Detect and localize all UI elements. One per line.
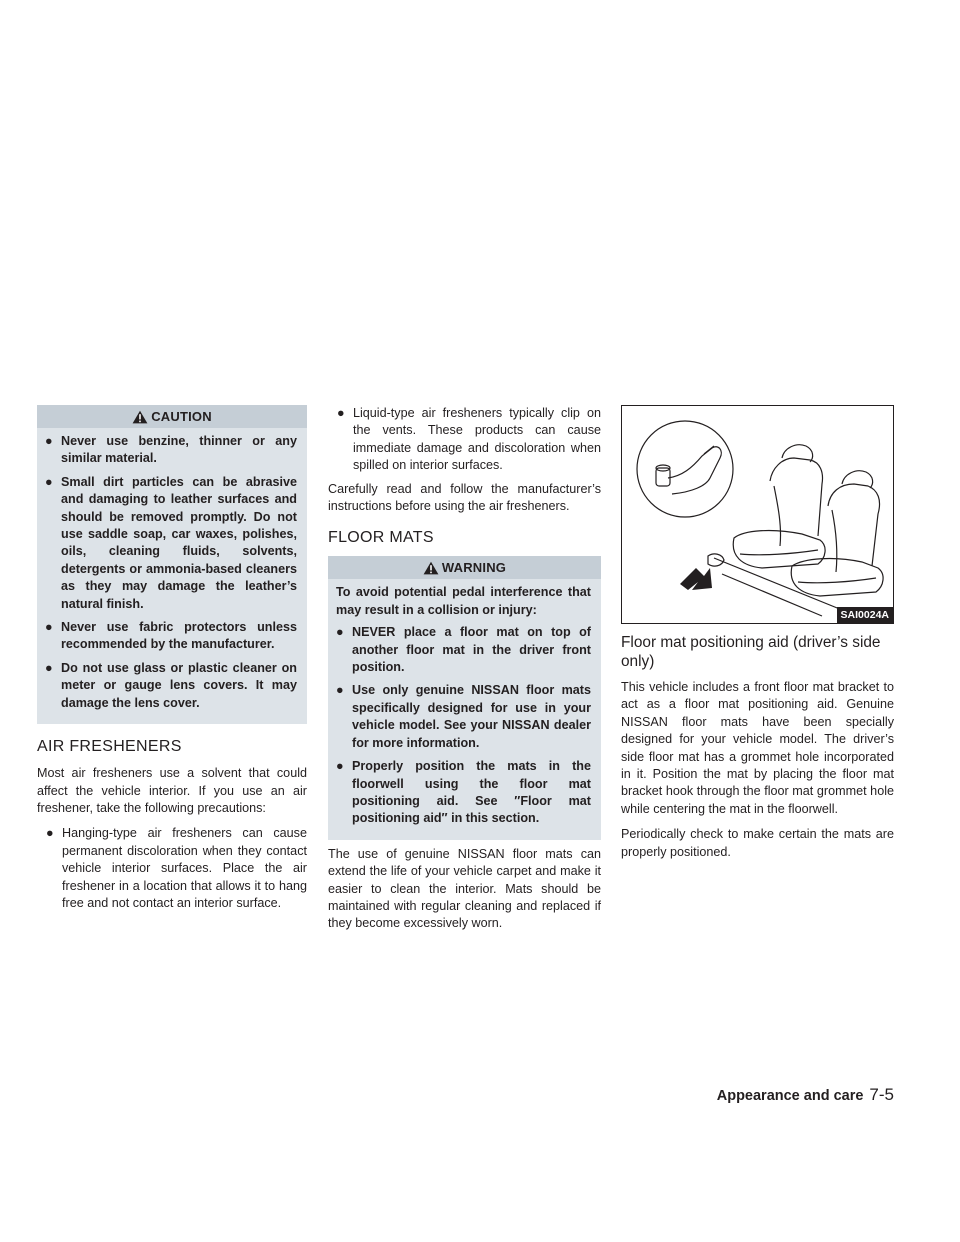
caution-box — [37, 405, 307, 724]
floor-mats-body: The use of genuine NISSAN floor mats can extend the life of your vehicle carpet and make it easier to clean the interior. Mats should be maintained with regular cleaning and replaced if they become excessively worn. — [328, 846, 601, 931]
warning-triangle-icon — [423, 561, 439, 575]
footer-section-title: Appearance and care — [716, 1088, 864, 1104]
column-middle — [328, 405, 601, 941]
caution-body — [37, 428, 307, 712]
caution-item: ● Never use benzine, thinner or any similar material. — [45, 434, 297, 466]
warning-intro: To avoid potential pedal interference that may result in a collision or injury: — [336, 585, 591, 617]
warning-title: WARNING — [441, 560, 507, 576]
caution-header — [37, 405, 307, 428]
warning-item: ● Properly position the mats in the floorwell using the floor mat positioning aid. See ″Floor mat positioning aid″ in this section. — [336, 759, 591, 826]
caution-title: CAUTION — [151, 409, 212, 424]
air-freshener-item: ● Liquid-type air fresheners typically clip on the vents. These products can cause immediate damage and discoloration when spilled on interior surfaces. — [337, 406, 601, 473]
warning-header — [328, 556, 601, 579]
floor-mats-heading: FLOOR MATS — [328, 529, 434, 547]
warning-item: ● Use only genuine NISSAN floor mats specifically designed for use in your vehicle model. See your NISSAN dealer for more information. — [336, 683, 591, 750]
floor-mat-illustration — [621, 405, 894, 624]
caution-item: ● Small dirt particles can be abrasive and damaging to leather surfaces and should be removed promptly. Do not use saddle soap, car waxes, polishes, oils, cleaning fluids, solvents, detergents or ammonia-based cleaners as they may damage the leather’s natural finish. — [45, 474, 297, 611]
page-footer — [717, 1085, 894, 1105]
warning-item: ● NEVER place a floor mat on top of another floor mat in the driver front position. — [336, 625, 591, 675]
caution-item: ● Do not use glass or plastic cleaner on meter or gauge lens covers. It may damage the lens cover. — [45, 660, 297, 710]
figure-code: SAI0024A — [837, 607, 893, 623]
positioning-aid-heading: Floor mat positioning aid (driver’s side only) — [621, 634, 881, 670]
air-fresheners-intro: Most air fresheners use a solvent that could affect the vehicle interior. If you use an air freshener, take the following precautions: — [37, 766, 307, 815]
warning-body — [328, 579, 601, 827]
positioning-aid-paragraph: Periodically check to make certain the mats are properly positioned. — [621, 827, 894, 859]
page-number: 7-5 — [869, 1085, 894, 1104]
positioning-aid-paragraph: This vehicle includes a front floor mat bracket to act as a floor mat positioning aid. Genuine NISSAN floor mats have been specially designed for your vehicle model. The driver’s side floor mat has a grommet hole incorporated in it. Position the mat by placing the floor mat bracket hook through the floor mat grommet hole while centering the mat in the floorwell. — [621, 680, 894, 816]
column-left — [37, 405, 307, 918]
warning-box — [328, 556, 601, 839]
caution-item: ● Never use fabric protectors unless recommended by the manufacturer. — [45, 620, 297, 652]
air-fresheners-heading: AIR FRESHENERS — [37, 738, 182, 756]
seats-illustration — [622, 406, 895, 625]
air-freshener-item: ● Hanging-type air fresheners can cause permanent discoloration when they contact vehicle interior surfaces. Place the air freshener in a location that allows it to hang free and not contact an interior surface. — [46, 826, 307, 910]
warning-triangle-icon — [132, 410, 148, 424]
column-right — [621, 405, 894, 869]
air-fresheners-closing: Carefully read and follow the manufacturer’s instructions before using the air fresheners. — [328, 481, 601, 514]
